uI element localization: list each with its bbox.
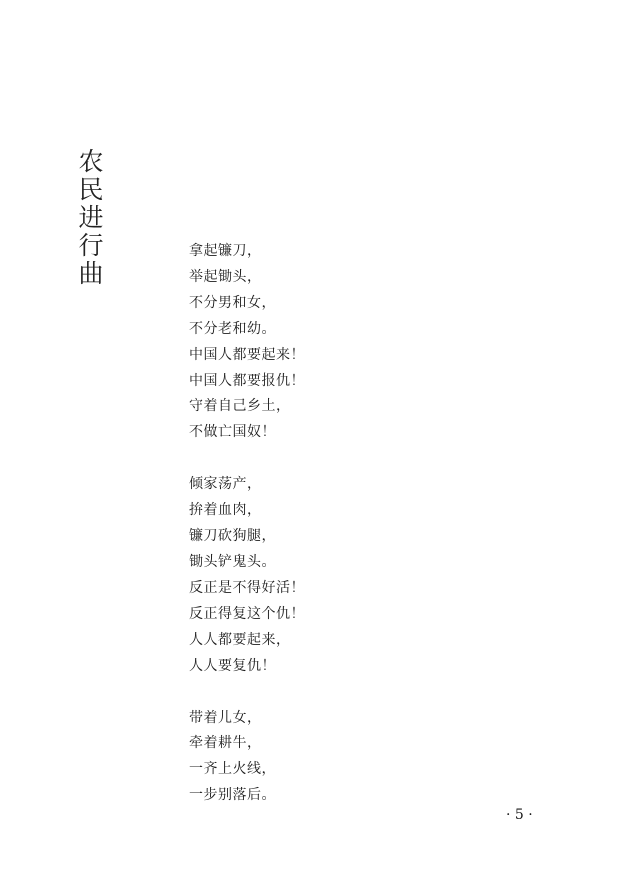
poem-line: 人人都要起来， [189, 631, 291, 648]
title-char: 民 [78, 175, 104, 204]
title-char: 进 [78, 203, 104, 232]
poem-line: 一齐上火线， [189, 761, 276, 778]
poem-body [189, 239, 305, 835]
poem-line: 守着自己乡土， [189, 398, 291, 415]
poem-line: 不做亡国奴！ [189, 424, 276, 441]
poem-line: 拿起镰刀， [189, 243, 262, 259]
poem-line: 拚着血肉， [189, 502, 262, 519]
title-char: 曲 [78, 259, 104, 288]
poem-line: 锄头铲鬼头。 [189, 553, 276, 570]
title-char: 农 [78, 147, 104, 176]
poem-line: 反正是不得好活！ [189, 579, 305, 596]
poem-title [76, 148, 106, 288]
poem-line: 不分男和女， [189, 294, 276, 311]
poem-line: 牵着耕牛， [189, 735, 262, 752]
page-number: · 5 · [506, 807, 533, 823]
poem-line: 人人要复仇！ [189, 657, 276, 674]
poem-line: 镰刀砍狗腿， [189, 528, 276, 545]
poem-line: 倾家荡产， [189, 476, 262, 493]
poem-line: 中国人都要起来！ [189, 346, 305, 363]
poem-line: 反正得复这个仇！ [189, 605, 305, 622]
poem-line: 不分老和幼。 [189, 320, 276, 337]
poem-line: 带着儿女， [189, 709, 262, 726]
poem-line: 一步别落后。 [189, 787, 276, 804]
title-char: 行 [78, 231, 104, 260]
stanza-3 [189, 706, 305, 810]
poem-line: 中国人都要报仇！ [189, 372, 305, 389]
stanza-1 [189, 239, 305, 446]
poem-line: 举起锄头， [189, 268, 262, 285]
stanza-2 [189, 472, 305, 679]
